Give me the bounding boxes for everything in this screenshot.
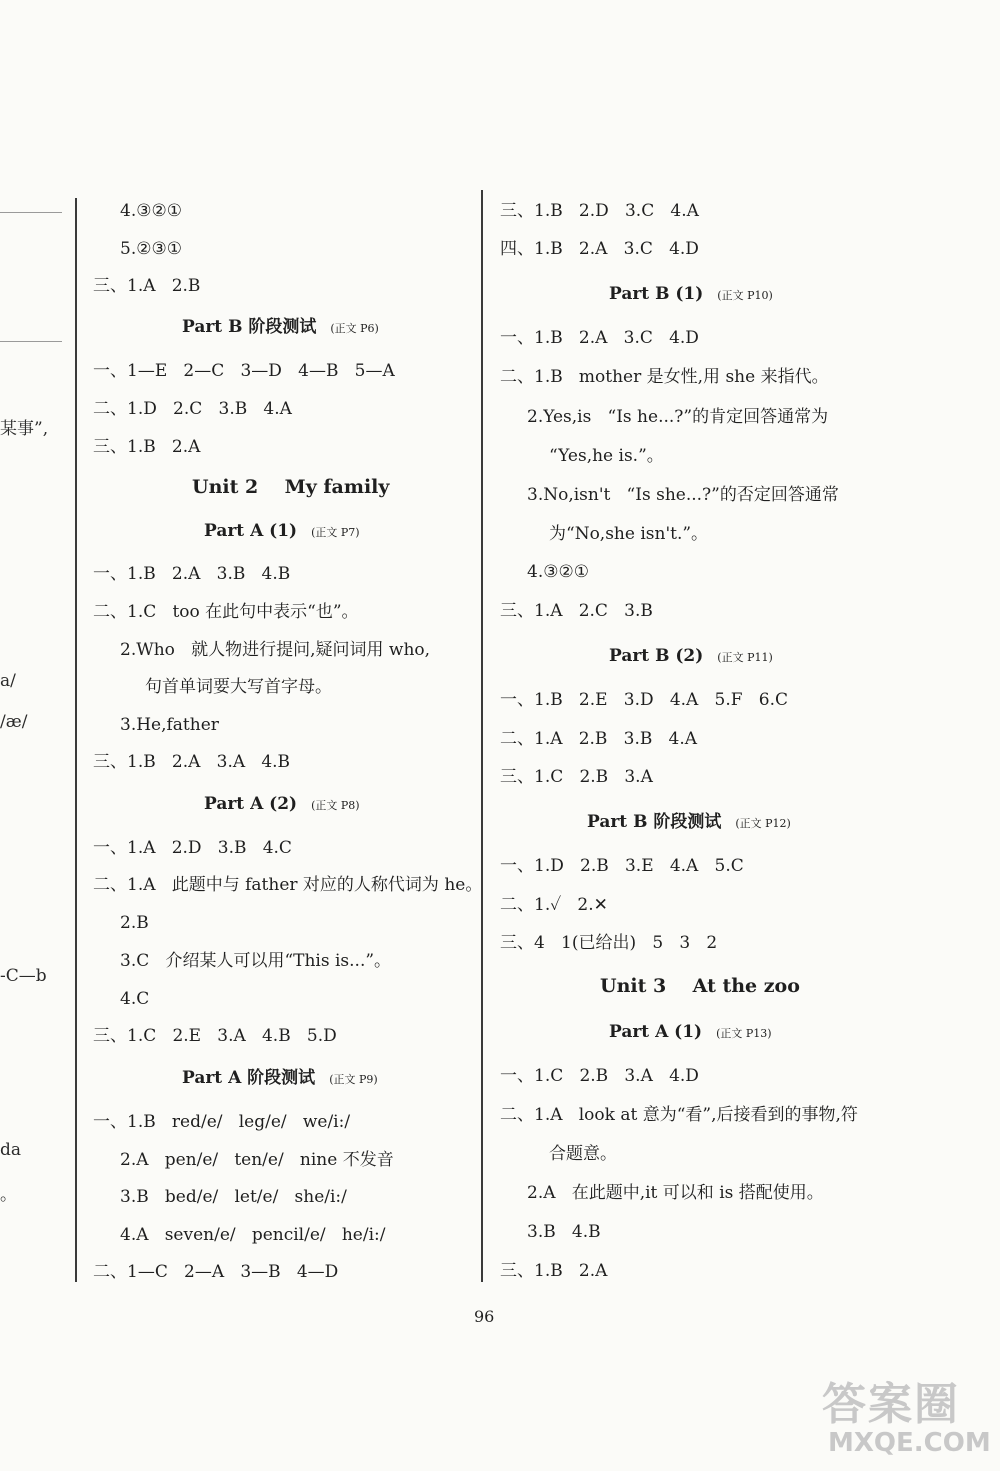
section-heading	[204, 518, 360, 546]
center-column-rule	[481, 190, 483, 1282]
left-edge-fragment: -C—b	[0, 966, 47, 986]
answer-line: 一、1.B 2.A 3.C 4.D	[500, 328, 699, 348]
answer-line: 一、1.C 2.B 3.A 4.D	[500, 1066, 699, 1086]
page-reference: (正文 P12)	[735, 817, 791, 830]
answer-line: 三、1.B 2.A	[93, 437, 201, 457]
left-edge-fragment: 。	[0, 1185, 17, 1205]
section-heading	[587, 809, 791, 837]
answer-line: 3.He,father	[120, 715, 219, 735]
section-heading	[609, 1019, 772, 1047]
answer-line: 三、1.B 2.A 3.A 4.B	[93, 752, 291, 772]
answer-line: 二、1.✓ 2.✕	[500, 895, 608, 915]
answer-line: 一、1.B 2.A 3.B 4.B	[93, 564, 291, 584]
answer-line: 3.B 4.B	[527, 1222, 601, 1242]
answer-line: 5.②③①	[120, 239, 182, 259]
unit-title: Unit 2 My family	[192, 476, 390, 498]
answer-line: 三、1.B 2.D 3.C 4.A	[500, 201, 699, 221]
answer-line: 三、1.C 2.E 3.A 4.B 5.D	[93, 1026, 337, 1046]
section-heading-title: Part A (1)	[609, 1022, 703, 1042]
page-reference: (正文 P10)	[717, 289, 773, 302]
section-heading-title: Part B (1)	[609, 284, 704, 304]
section-heading	[609, 281, 773, 309]
answer-line: 为“No,she isn't.”。	[549, 524, 709, 544]
watermark-logo: 答案圈	[822, 1379, 960, 1430]
answer-line: 合题意。	[549, 1144, 617, 1164]
answer-line: 一、1.B 2.E 3.D 4.A 5.F 6.C	[500, 690, 788, 710]
answer-line: 三、1.C 2.B 3.A	[500, 767, 653, 787]
answer-line: “Yes,he is.”。	[549, 446, 664, 466]
answer-line: 3.B bed/e/ let/e/ she/i:/	[120, 1187, 347, 1207]
left-edge-fragment: /æ/	[0, 712, 28, 732]
watermark-url: MXQE.COM	[828, 1428, 991, 1458]
answer-line: 二、1.D 2.C 3.B 4.A	[93, 399, 292, 419]
answer-line: 三、1.A 2.C 3.B	[500, 601, 653, 621]
left-edge-fragment: a/	[0, 671, 16, 691]
answer-line: 一、1.A 2.D 3.B 4.C	[93, 838, 292, 858]
answer-line: 二、1.A 2.B 3.B 4.A	[500, 729, 698, 749]
answer-line: 3.C 介绍某人可以用“This is...”。	[120, 951, 392, 971]
answer-line: 二、1—C 2—A 3—B 4—D	[93, 1262, 339, 1282]
answer-line: 一、1—E 2—C 3—D 4—B 5—A	[93, 361, 395, 381]
answer-line: 4.③②①	[527, 562, 589, 582]
answer-line: 4.③②①	[120, 201, 182, 221]
section-heading	[182, 314, 379, 342]
answer-line: 4.C	[120, 989, 150, 1009]
left-edge-fragment: da	[0, 1140, 22, 1160]
page-reference: (正文 P7)	[311, 526, 360, 539]
section-heading	[609, 643, 773, 671]
answer-line: 三、1.A 2.B	[93, 276, 201, 296]
answer-line: 2.A 在此题中,it 可以和 is 搭配使用。	[527, 1183, 824, 1203]
section-heading-title: Part B 阶段测试	[587, 812, 722, 832]
left-edge-rule-mid	[0, 341, 62, 342]
page-reference: (正文 P11)	[717, 651, 773, 664]
section-heading	[204, 791, 360, 819]
answer-line: 一、1.B red/e/ leg/e/ we/i:/	[93, 1112, 351, 1132]
page-reference: (正文 P9)	[329, 1073, 378, 1086]
answer-line: 二、1.C too 在此句中表示“也”。	[93, 602, 359, 622]
page-reference: (正文 P13)	[716, 1027, 772, 1040]
answer-line: 一、1.D 2.B 3.E 4.A 5.C	[500, 856, 744, 876]
section-heading-title: Part B 阶段测试	[182, 317, 317, 337]
section-heading	[182, 1065, 378, 1093]
answer-line: 2.Who 就人物进行提问,疑问词用 who,	[120, 640, 431, 660]
answer-line: 2.Yes,is “Is he...?”的肯定回答通常为	[527, 407, 829, 427]
answer-line: 句首单词要大写首字母。	[145, 677, 332, 697]
left-column-rule	[75, 198, 77, 1282]
page-number: 96	[474, 1307, 495, 1326]
section-heading-title: Part B (2)	[609, 646, 704, 666]
section-heading-title: Part A (2)	[204, 794, 298, 814]
page-reference: (正文 P6)	[330, 322, 379, 335]
answer-line: 3.No,isn't “Is she...?”的否定回答通常	[527, 485, 839, 505]
answer-line: 二、1.B mother 是女性,用 she 来指代。	[500, 367, 829, 387]
answer-line: 三、1.B 2.A	[500, 1261, 608, 1281]
answer-line: 三、4 1(已给出) 5 3 2	[500, 933, 718, 953]
answer-line: 2.B	[120, 913, 149, 933]
section-heading-title: Part A (1)	[204, 521, 298, 541]
section-heading-title: Part A 阶段测试	[182, 1068, 316, 1088]
page-reference: (正文 P8)	[311, 799, 360, 812]
unit-title: Unit 3 At the zoo	[600, 975, 800, 997]
answer-line: 2.A pen/e/ ten/e/ nine 不发音	[120, 1150, 394, 1170]
answer-line: 二、1.A 此题中与 father 对应的人称代词为 he。	[93, 875, 483, 895]
answer-line: 4.A seven/e/ pencil/e/ he/i:/	[120, 1225, 386, 1245]
answer-line: 四、1.B 2.A 3.C 4.D	[500, 239, 699, 259]
left-edge-fragment: 某事”,	[0, 419, 49, 439]
left-edge-rule-top	[0, 212, 62, 213]
answer-line: 二、1.A look at 意为“看”,后接看到的事物,符	[500, 1105, 858, 1125]
